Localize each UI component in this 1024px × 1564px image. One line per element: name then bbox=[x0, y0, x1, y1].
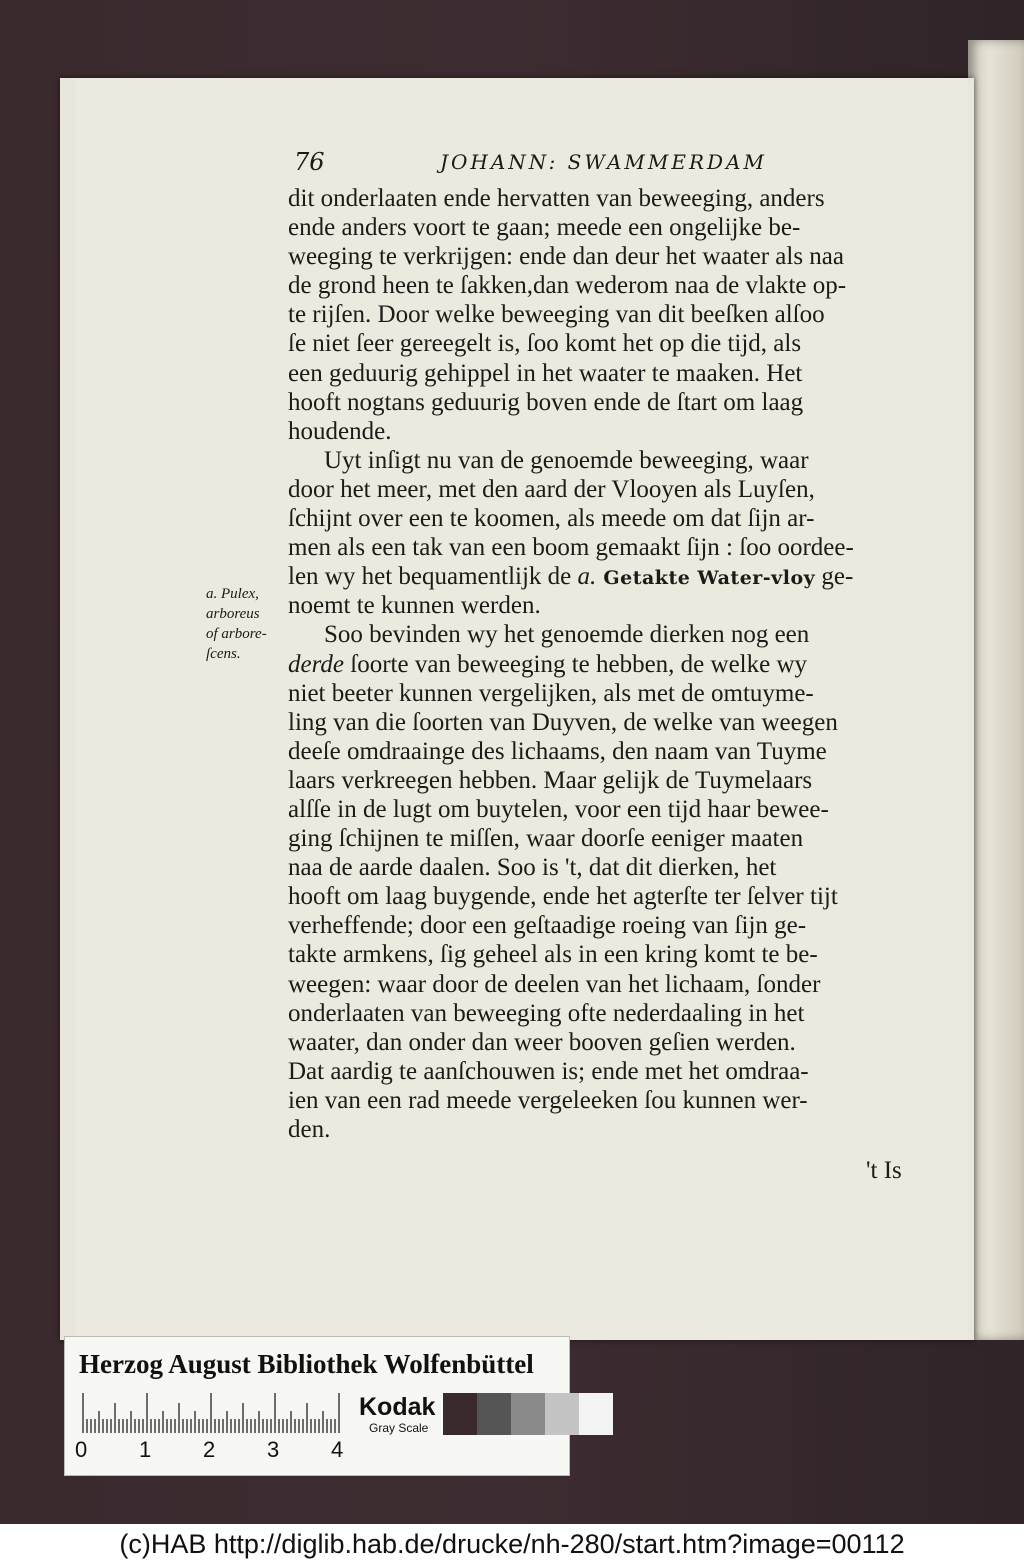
text-line: ſchijnt over een te koomen, als meede om dat ſijn ar- bbox=[288, 505, 815, 533]
gray-swatch bbox=[579, 1393, 613, 1435]
text-line: ien van een rad meede vergeleeken ſou kunnen wer- bbox=[288, 1086, 808, 1114]
margin-note-line: a. Pulex, bbox=[206, 586, 259, 602]
paragraph-2 bbox=[288, 446, 928, 562]
text-line: ling van die ſoorten van Duyven, de welke van weegen bbox=[288, 708, 838, 736]
ruler-digit: 1 bbox=[139, 1437, 152, 1462]
gray-swatch bbox=[443, 1393, 477, 1435]
text-line: takte armkens, ſig geheel als in een kring komt te be- bbox=[288, 941, 818, 969]
running-header bbox=[294, 148, 914, 182]
gray-scale-label: Gray Scale bbox=[369, 1421, 429, 1435]
body-text bbox=[288, 184, 928, 1144]
text-line: Dat aardig te aanſchouwen is; ende met het omdraa- bbox=[288, 1057, 809, 1085]
text-line: verheffende; door een geſtaadige roeing van ſijn ge- bbox=[288, 912, 807, 940]
text-line: dit onderlaaten ende hervatten van beweeging, anders bbox=[288, 185, 825, 212]
text-line: waater, dan onder dan weer booven geſien werden. bbox=[288, 1028, 796, 1056]
text-line-blackletter: len wy het bequamentlijk de a. Getakte Water-vloy ge- bbox=[288, 563, 854, 591]
text-line-indent: Soo bevinden wy het genoemde dierken nog een bbox=[324, 621, 810, 649]
text-line: derde ſoorte van beweeging te hebben, de welke wy bbox=[288, 650, 808, 678]
library-name: Herzog August Bibliothek Wolfenbüttel bbox=[79, 1349, 534, 1379]
ruler-digit: 0 bbox=[75, 1437, 88, 1462]
text-line: ging ſchijnen te miſſen, waar doorſe eeniger maaten bbox=[288, 825, 804, 853]
gray-swatch bbox=[511, 1393, 545, 1435]
text-line: houdende. bbox=[288, 417, 392, 445]
text-line: naa de aarde daalen. Soo is 't, dat dit dierken, het bbox=[288, 854, 777, 882]
text-line: weegen: waar door de deelen van het lichaam, ſonder bbox=[288, 970, 821, 998]
text-line: deeſe omdraainge des lichaams, den naam van Tuyme bbox=[288, 737, 827, 765]
page-number: 76 bbox=[294, 148, 325, 176]
text-line: door het meer, met den aard der Vlooyen als Luyſen, bbox=[288, 475, 815, 503]
catchword: 't Is bbox=[866, 1157, 902, 1184]
margin-note-line: of arbore- bbox=[206, 626, 267, 642]
running-title: JOHANN: SWAMMERDAM bbox=[440, 150, 767, 174]
text-line: weeging te verkrijgen: ende dan deur het waater als naa bbox=[288, 243, 844, 271]
kodak-logo: Kodak bbox=[359, 1393, 436, 1421]
paragraph-3 bbox=[288, 679, 928, 1145]
adjacent-page-edge bbox=[968, 40, 1024, 1340]
calibration-card bbox=[64, 1336, 570, 1476]
margin-note-line: ſcens. bbox=[206, 646, 241, 662]
text-line: den. bbox=[288, 1116, 331, 1143]
gray-swatch bbox=[545, 1393, 579, 1435]
margin-note bbox=[206, 584, 296, 664]
text-line: Uyt inſigt nu van de genoemde beweeging, waar bbox=[324, 446, 809, 474]
text-line: niet beeter kunnen vergelijken, als met de omtuyme- bbox=[288, 679, 814, 707]
ruler-scale bbox=[79, 1393, 349, 1433]
text-line: men als een tak van een boom gemaakt ſijn : ſoo oordee- bbox=[288, 534, 854, 562]
text-line: hooft om laag buygende, ende het agterſte ter ſelver tijt bbox=[288, 883, 838, 911]
blackletter-term: Getakte Water-vloy bbox=[596, 567, 816, 590]
paragraph-1 bbox=[288, 184, 928, 446]
text-line: alſſe in de lugt om buytelen, voor een tijd haar bewee- bbox=[288, 795, 829, 823]
text-line: een geduurig gehippel in het waater te maaken. Het bbox=[288, 359, 803, 387]
ruler-digit: 4 bbox=[331, 1437, 344, 1462]
text-line: onderlaaten van beweeging ofte nederdaaling in het bbox=[288, 999, 805, 1027]
ruler-digit: 3 bbox=[267, 1437, 280, 1462]
text-line: hooft nogtans geduurig boven ende de ſtart om laag bbox=[288, 388, 804, 416]
text-line: ſe niet ſeer gereegelt is, ſoo komt het op die tijd, als bbox=[288, 330, 802, 358]
text-line: noemt te kunnen werden. bbox=[288, 592, 541, 620]
text-line: te rijſen. Door welke beweeging van dit beeſken alſoo bbox=[288, 301, 825, 329]
text-line: laars verkreegen hebben. Maar gelijk de Tuymelaars bbox=[288, 766, 813, 794]
ruler-digits bbox=[75, 1437, 355, 1465]
gray-swatch bbox=[477, 1393, 511, 1435]
text-line: de grond heen te ſakken,dan wederom naa de vlakte op- bbox=[288, 272, 847, 300]
ruler-digit: 2 bbox=[203, 1437, 216, 1462]
text-line: ende anders voort te gaan; meede een ongelijke be- bbox=[288, 214, 801, 242]
margin-note-line: arboreus bbox=[206, 606, 260, 622]
copyright-credit: (c)HAB http://diglib.hab.de/drucke/nh-280/start.htm?image=00112 bbox=[0, 1524, 1024, 1564]
